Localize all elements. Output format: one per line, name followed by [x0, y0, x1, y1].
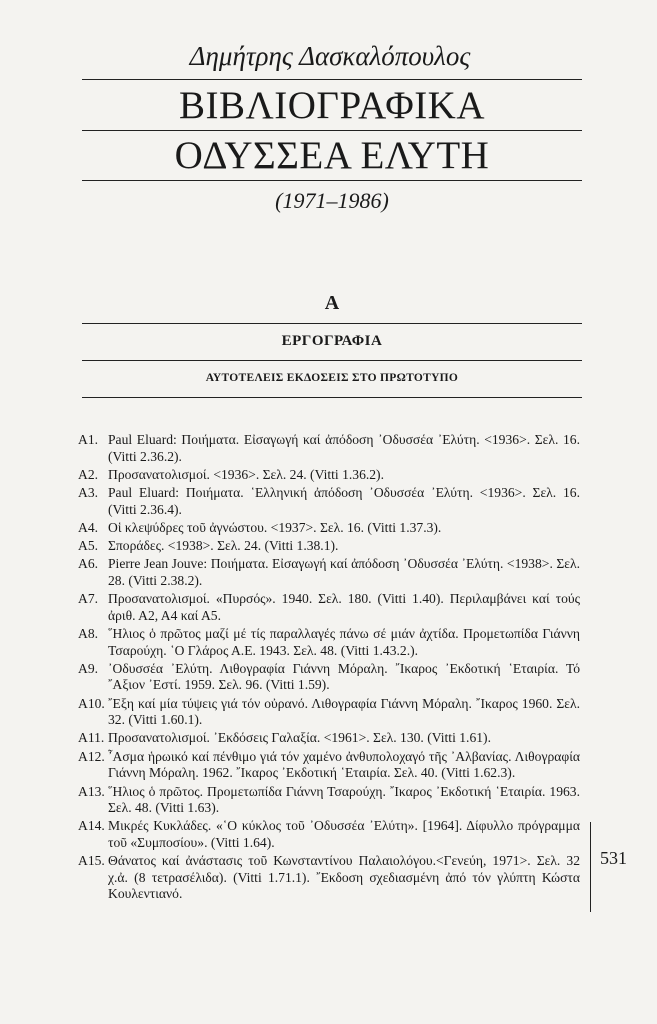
bibliography-entry: [78, 696, 580, 729]
entry-number: Α14.: [78, 818, 105, 834]
subsection-title: ΑΥΤΟΤΕΛΕΙΣ ΕΚΔΟΣΕΙΣ ΣΤΟ ΠΡΩΤΟΤΥΠΟ: [205, 372, 459, 384]
title-line-1: ΒΙΒΛΙΟΓΡΑΦΙΚΑ: [178, 84, 486, 127]
bibliography-entry: [78, 520, 580, 537]
entry-text: Θάνατος καί ἀνάστασις τοῦ Κωνσταντίνου Παλαιολόγου.<Γενεύη, 1971>. Σελ. 32 χ.ἀ. (8 τετρασέλιδα). (Vitti 1.71.1). ῎Εκδοση σχεδιασμένη ἀπό τόν γλύπτη Κώστα Κουλεντιανό.: [108, 853, 580, 902]
bibliography-entry: [78, 818, 580, 851]
entry-number: Α8.: [78, 626, 99, 642]
bibliography-entry: [78, 432, 580, 465]
rule-section-bottom: [82, 397, 582, 398]
bibliography-entry: [78, 485, 580, 518]
entry-text: Προσανατολισμοί. <1936>. Σελ. 24. (Vitti 1.36.2).: [108, 466, 384, 482]
entry-number: Α10.: [78, 695, 105, 711]
entry-text: Pierre Jean Jouve: Ποιήματα. Εἰσαγωγή καί ἀπόδοση ᾿Οδυσσέα ᾿Ελύτη. <1938>. Σελ. 28. (Vitti 2.38.2).: [108, 556, 580, 588]
bibliography-entry: [78, 730, 580, 747]
rule-section-mid: [82, 360, 582, 361]
bibliography-entry: [78, 538, 580, 555]
entry-text: ῞Ηλιος ὁ πρῶτος μαζί μέ τίς παραλλαγές πάνω σέ μιάν ἀχτίδα. Προμετωπίδα Γιάννη Τσαρούχη. ῾Ο Γλάρος Α.Ε. 1943. Σελ. 48. (Vitti 1.43.2.).: [108, 626, 580, 658]
entry-number: Α15.: [78, 853, 105, 869]
entry-number: Α2.: [78, 466, 99, 482]
bibliography-entry: [78, 661, 580, 694]
entry-text: Paul Eluard: Ποιήματα. Εἰσαγωγή καί ἀπόδοση ᾿Οδυσσέα ᾿Ελύτη. <1936>. Σελ. 16. (Vitti 2.36.2).: [108, 432, 580, 464]
rule-bottom: [82, 180, 582, 181]
entry-text: Προσανατολισμοί. ᾿Εκδόσεις Γαλαξία. <1961>. Σελ. 130. (Vitti 1.61).: [108, 730, 491, 746]
bibliography-entry: [78, 853, 580, 903]
entry-number: Α13.: [78, 783, 105, 799]
entry-number: Α9.: [78, 660, 99, 676]
entry-text: ῏Ασμα ἡρωικό καί πένθιμο γιά τόν χαμένο ἀνθυπολοχαγό τῆς ᾿Αλβανίας. Λιθογραφία Γιάννη Μόραλη. 1962. ῎Ικαρος ᾿Εκδοτική ῾Εταιρία. Σελ. 40. (Vitti 1.62.3).: [108, 748, 580, 781]
entry-number: Α5.: [78, 538, 99, 554]
bibliography-entry: [78, 749, 580, 782]
bibliography-entry: [78, 626, 580, 659]
rule-middle: [82, 130, 582, 131]
entry-text: ῎Εξη καί μία τύψεις γιά τόν οὐρανό. Λιθογραφία Γιάννη Μόραλη. ῎Ικαρος 1960. Σελ. 32. (Vitti 1.60.1).: [108, 695, 580, 728]
entry-text: ῞Ηλιος ὁ πρῶτος. Προμετωπίδα Γιάννη Τσαρούχη. ῎Ικαρος ᾿Εκδοτική ῾Εταιρία. 1963. Σελ. 48. (Vitti 1.63).: [108, 783, 580, 816]
section-title: ΕΡΓΟΓΡΑΦΙΑ: [281, 333, 383, 349]
years-range: (1971–1986): [275, 188, 389, 213]
author-name: Δημήτρης Δασκαλόπουλος: [189, 41, 471, 71]
entry-number: Α11.: [78, 730, 105, 746]
entry-number: Α7.: [78, 591, 99, 607]
entry-text: Μικρές Κυκλάδες. «῾Ο κύκλος τοῦ ᾿Οδυσσέα ᾿Ελύτη». [1964]. Δίφυλλο πρόγραμμα τοῦ «Συμποσίου». (Vitti 1.64).: [108, 818, 580, 850]
entry-text: Σποράδες. <1938>. Σελ. 24. (Vitti 1.38.1).: [108, 538, 339, 554]
bibliography-entry: [78, 556, 580, 589]
entry-number: Α3.: [78, 485, 99, 501]
bibliography-entry: [78, 784, 580, 817]
page-number: 531: [600, 848, 627, 868]
entry-text: Προσανατολισμοί. «Πυρσός». 1940. Σελ. 180. (Vitti 1.40). Περιλαμβάνει καί τούς ἀριθ. Α2, Α4 καί Α5.: [108, 591, 580, 623]
entry-text: ᾿Οδυσσέα ᾿Ελύτη. Λιθογραφία Γιάννη Μόραλη. ῎Ικαρος ᾿Εκδοτική ῾Εταιρία. Τό ῎Αξιον ᾿Εστί. 1959. Σελ. 96. (Vitti 1.59).: [108, 660, 580, 693]
rule-section-top: [82, 323, 582, 324]
entry-text: Οἱ κλεψύδρες τοῦ ἀγνώστου. <1937>. Σελ. 16. (Vitti 1.37.3).: [108, 519, 442, 535]
entry-number: Α4.: [78, 519, 99, 535]
rule-top: [82, 79, 582, 80]
section-letter: Α: [324, 292, 340, 314]
entry-number: Α1.: [78, 432, 99, 447]
title-line-2: ΟΔΥΣΣΕΑ ΕΛΥΤΗ: [174, 134, 490, 177]
entry-number: Α12.: [78, 748, 105, 764]
margin-rule: [590, 822, 591, 912]
bibliography-entry: [78, 591, 580, 624]
bibliography-list: [78, 432, 580, 904]
entry-number: Α6.: [78, 556, 99, 572]
entry-text: Paul Eluard: Ποιήματα. ῾Ελληνική ἀπόδοση ᾿Οδυσσέα ᾿Ελύτη. <1936>. Σελ. 16. (Vitti 2.36.4).: [108, 485, 580, 517]
bibliography-entry: [78, 467, 580, 484]
